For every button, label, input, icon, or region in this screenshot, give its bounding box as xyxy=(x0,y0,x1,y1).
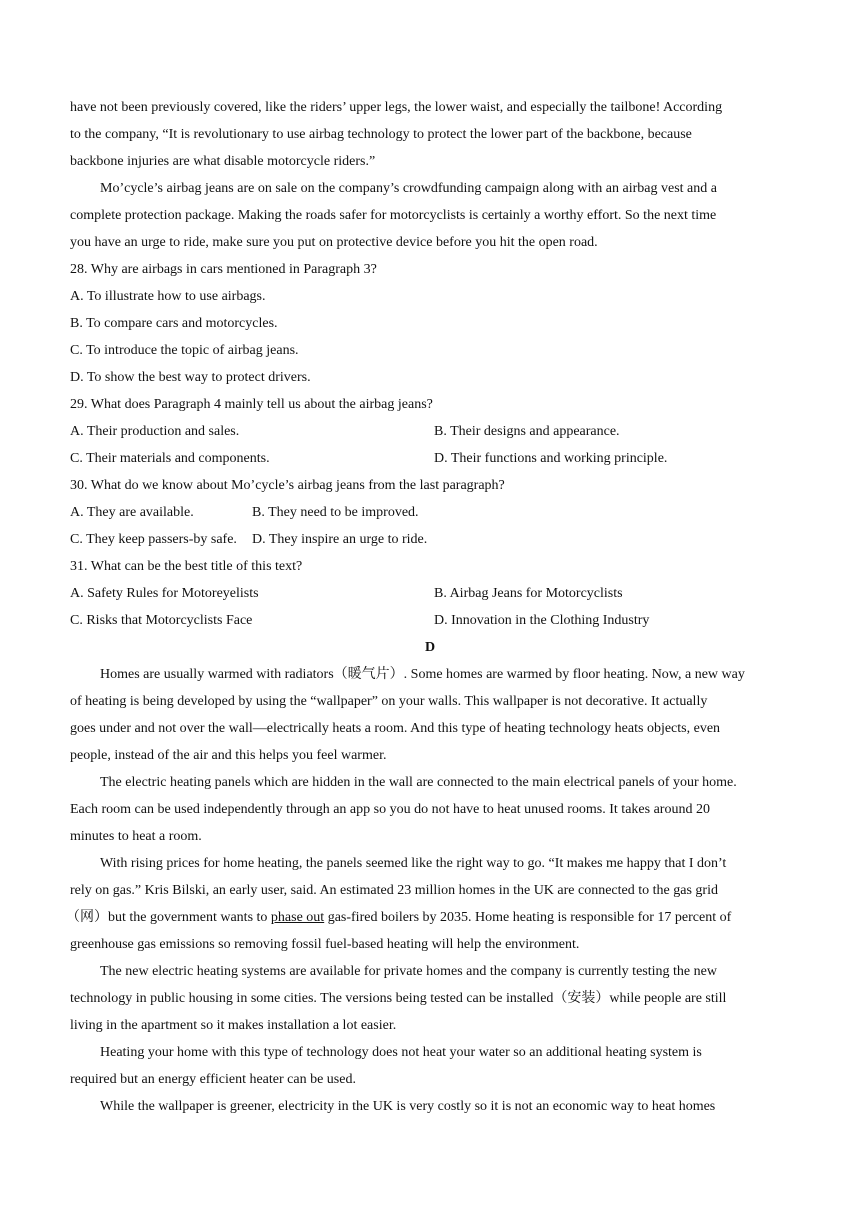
answer-option: B. Their designs and appearance. xyxy=(434,424,620,439)
passage-c-line: to the company, “It is revolutionary to use airbag technology to protect the lower part of the backbone, because xyxy=(70,127,692,142)
passage-d-line: With rising prices for home heating, the panels seemed like the right way to go. “It makes me happy that I don’t xyxy=(100,856,727,871)
passage-d-line: Heating your home with this type of technology does not heat your water so an additional heating system is xyxy=(100,1045,702,1060)
line-text: （网）but the government wants to xyxy=(66,910,271,925)
question-stem: 29. What does Paragraph 4 mainly tell us about the airbag jeans? xyxy=(70,397,433,412)
answer-option: B. To compare cars and motorcycles. xyxy=(70,316,278,331)
passage-d-line: Homes are usually warmed with radiators（暖气片）. Some homes are warmed by floor heating. Now, a new way xyxy=(100,667,745,682)
question-stem: 30. What do we know about Mo’cycle’s airbag jeans from the last paragraph? xyxy=(70,478,505,493)
passage-c-line: backbone injuries are what disable motorcycle riders.” xyxy=(70,154,376,169)
answer-option: D. Innovation in the Clothing Industry xyxy=(434,613,650,628)
answer-option: C. They keep passers-by safe. xyxy=(70,532,237,547)
answer-option: C. Their materials and components. xyxy=(70,451,270,466)
passage-d-line: While the wallpaper is greener, electricity in the UK is very costly so it is not an economic way to heat homes xyxy=(100,1099,716,1114)
answer-option: D. To show the best way to protect drivers. xyxy=(70,370,311,385)
passage-c-line: you have an urge to ride, make sure you put on protective device before you hit the open road. xyxy=(70,235,598,250)
question-stem: 31. What can be the best title of this text? xyxy=(70,559,303,574)
answer-option: C. To introduce the topic of airbag jeans. xyxy=(70,343,299,358)
answer-option: A. Their production and sales. xyxy=(70,424,240,439)
passage-d-line: minutes to heat a room. xyxy=(70,829,202,844)
passage-d-line: The new electric heating systems are available for private homes and the company is currently testing the new xyxy=(100,964,717,979)
line-text: gas-fired boilers by 2035. Home heating is responsible for 17 percent of xyxy=(324,910,732,925)
passage-c-line: complete protection package. Making the roads safer for motorcyclists is certainly a worthy effort. So the next time xyxy=(70,208,717,223)
answer-option: A. To illustrate how to use airbags. xyxy=(70,289,266,304)
passage-d-line: technology in public housing in some cities. The versions being tested can be installed（安装）while people are still xyxy=(70,991,727,1006)
passage-d-line: greenhouse gas emissions so removing fossil fuel-based heating will help the environment. xyxy=(70,937,580,952)
answer-option: B. Airbag Jeans for Motorcyclists xyxy=(434,586,623,601)
passage-d-line: of heating is being developed by using the “wallpaper” on your walls. This wallpaper is not decorative. It actually xyxy=(70,694,708,709)
passage-d-line: goes under and not over the wall—electrically heats a room. And this type of heating technology heats objects, even xyxy=(70,721,721,736)
passage-c-line: have not been previously covered, like the riders’ upper legs, the lower waist, and especially the tailbone! According xyxy=(70,100,723,115)
underlined-phrase: phase out xyxy=(270,910,325,925)
answer-option: A. They are available. xyxy=(70,505,194,520)
passage-d-line: required but an energy efficient heater can be used. xyxy=(70,1072,356,1087)
passage-d-line: living in the apartment so it makes installation a lot easier. xyxy=(70,1018,397,1033)
question-stem: 28. Why are airbags in cars mentioned in Paragraph 3? xyxy=(70,262,377,277)
answer-option: C. Risks that Motorcyclists Face xyxy=(70,613,253,628)
answer-option: A. Safety Rules for Motoreyelists xyxy=(70,586,259,601)
passage-d-line: The electric heating panels which are hidden in the wall are connected to the main electrical panels of your home. xyxy=(100,775,737,790)
passage-d-line: rely on gas.” Kris Bilski, an early user, said. An estimated 23 million homes in the UK are connected to the gas grid xyxy=(70,883,718,898)
answer-option: D. They inspire an urge to ride. xyxy=(252,532,428,547)
answer-option: B. They need to be improved. xyxy=(252,505,419,520)
answer-option: D. Their functions and working principle. xyxy=(434,451,668,466)
passage-d-line: Each room can be used independently through an app so you do not have to heat unused rooms. It takes around 20 xyxy=(70,802,710,817)
passage-d-line xyxy=(66,909,791,927)
section-heading: D xyxy=(424,640,436,655)
passage-c-line: Mo’cycle’s airbag jeans are on sale on the company’s crowdfunding campaign along with an airbag vest and a xyxy=(100,181,717,196)
passage-d-line: people, instead of the air and this helps you feel warmer. xyxy=(70,748,387,763)
